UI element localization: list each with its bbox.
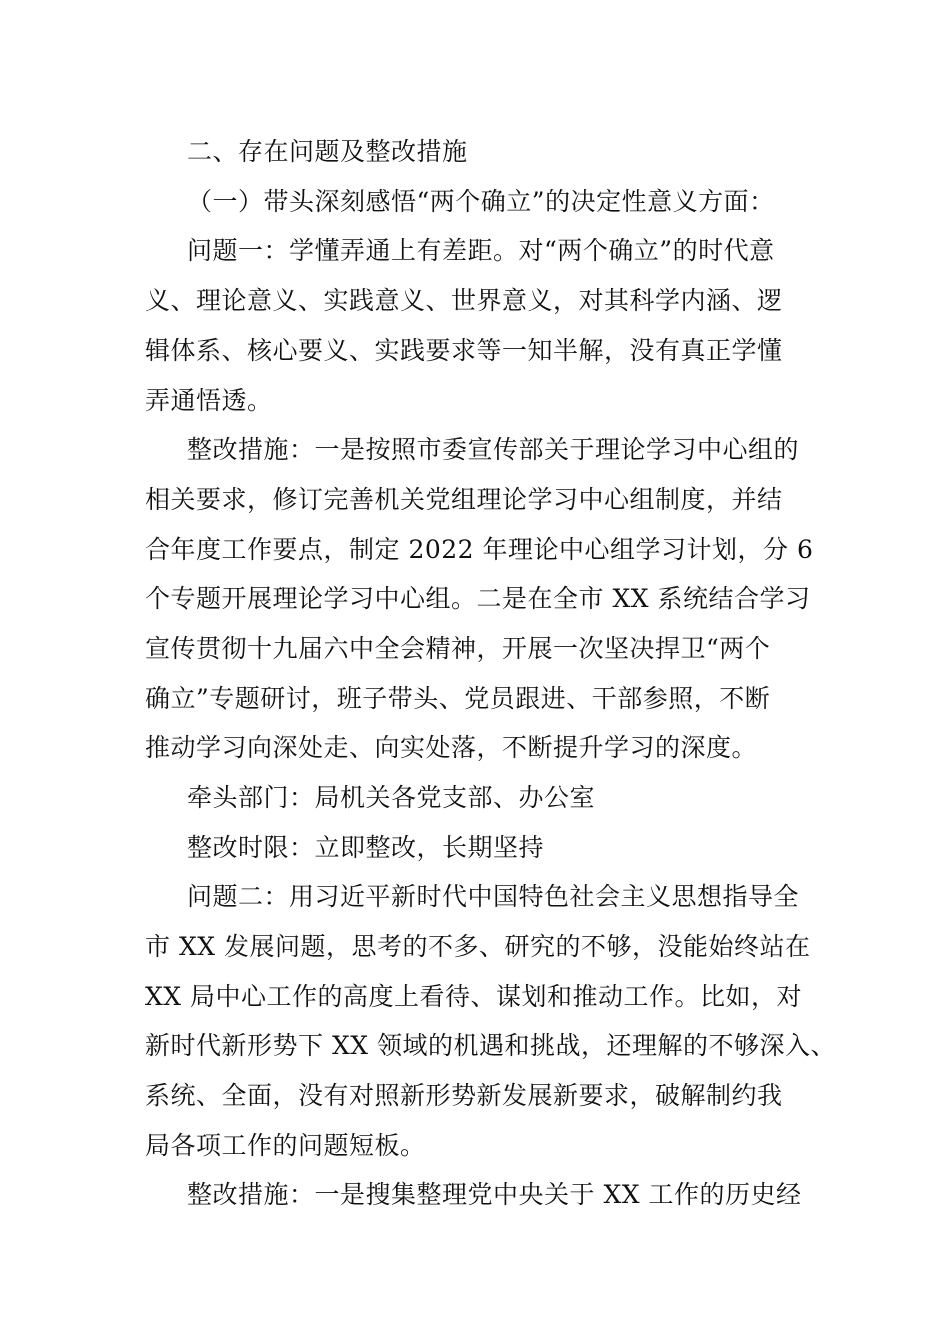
issue1-line: 问题一：学懂弄通上有差距。对“两个确立”的时代意 xyxy=(187,236,775,265)
measures1-line: 推动学习向深处走、向实处落，不断提升学习的深度。 xyxy=(145,733,758,762)
deadline: 整改时限：立即整改，长期坚持 xyxy=(187,833,545,862)
issue1-line: 辑体系、核心要义、实践要求等一知半解，没有真正学懂 xyxy=(145,336,783,365)
lead-department: 牵头部门：局机关各党支部、办公室 xyxy=(187,783,596,812)
measures1-line: 个专题开展理论学习中心组。二是在全市 XX 系统结合学习 xyxy=(145,584,811,613)
issue2-line: 系统、全面，没有对照新形势新发展新要求，破解制约我 xyxy=(145,1081,783,1110)
measures1-line: 相关要求，修订完善机关党组理论学习中心组制度，并结 xyxy=(145,485,783,514)
issue1-line: 义、理论意义、实践意义、世界意义，对其科学内涵、逻 xyxy=(145,286,783,315)
measures1-line: 确立”专题研讨，班子带头、党员跟进、干部参照，不断 xyxy=(145,684,771,713)
issue2-line: XX 局中心工作的高度上看待、谋划和推动工作。比如，对 xyxy=(145,982,803,1011)
subsection-heading: （一）带头深刻感悟“两个确立”的决定性意义方面： xyxy=(187,187,775,216)
issue2-line: 新时代新形势下 XX 领域的机遇和挑战，还理解的不够深入、 xyxy=(145,1031,836,1060)
section-heading: 二、存在问题及整改措施 xyxy=(187,137,468,166)
issue2-line: 局各项工作的问题短板。 xyxy=(145,1131,426,1160)
issue2-line: 市 XX 发展问题，思考的不多、研究的不够，没能始终站在 xyxy=(145,932,811,961)
issue2-line: 问题二：用习近平新时代中国特色社会主义思想指导全 xyxy=(187,882,800,911)
issue1-line: 弄通悟透。 xyxy=(145,386,273,415)
measures1-line: 整改措施：一是按照市委宣传部关于理论学习中心组的 xyxy=(187,435,800,464)
measures1-line: 宣传贯彻十九届六中全会精神，开展一次坚决捍卫“两个 xyxy=(145,634,771,663)
measures2-line: 整改措施：一是搜集整理党中央关于 XX 工作的历史经 xyxy=(187,1180,802,1209)
measures1-line: 合年度工作要点，制定 2022 年理论中心组学习计划，分 6 xyxy=(145,535,814,564)
